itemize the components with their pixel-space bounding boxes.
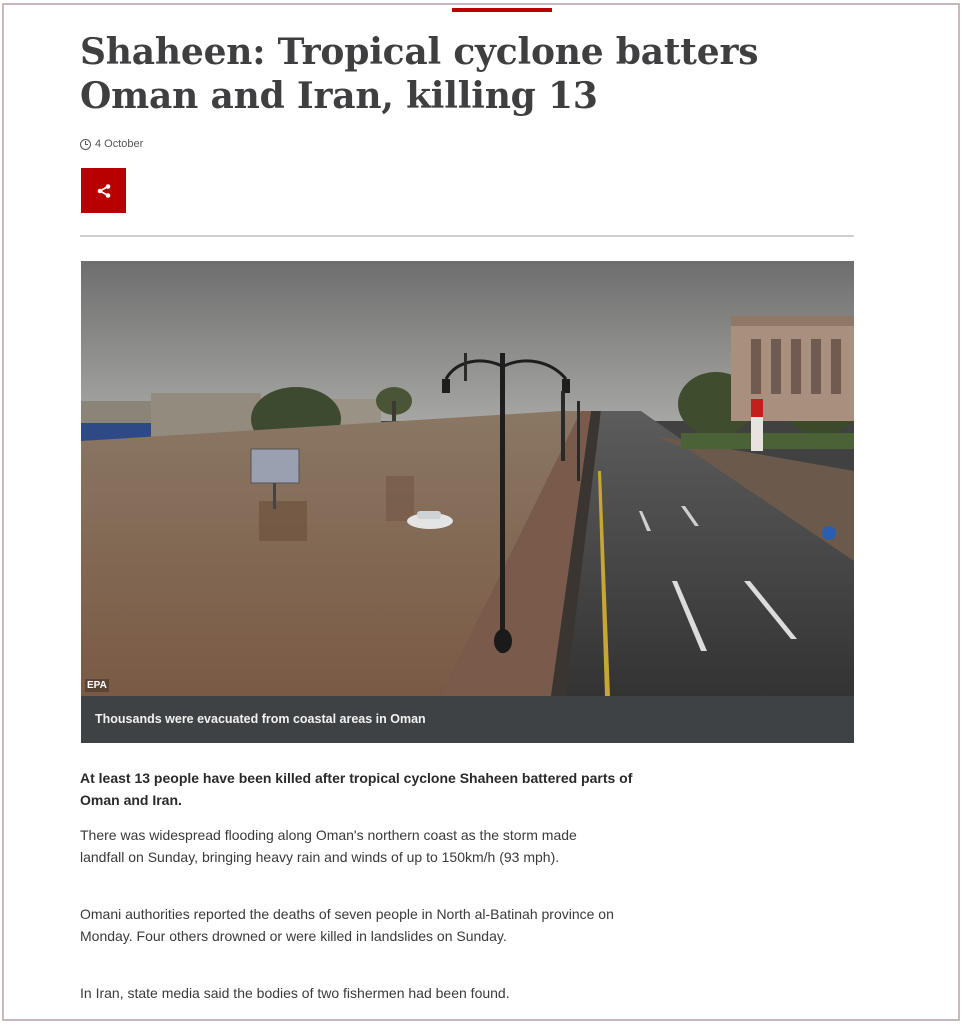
article-intro: At least 13 people have been killed after tropical cyclone Shaheen battered parts of Oman and Iran. (80, 770, 633, 808)
article-meta (80, 137, 143, 151)
share-button[interactable] (81, 168, 126, 213)
article-paragraph: There was widespread flooding along Oman's northern coast as the storm made landfall on Sunday, bringing heavy rain and winds of up to 150km/h (93 mph). (80, 827, 577, 865)
header-divider (80, 235, 854, 237)
nav-active-indicator (452, 8, 552, 12)
share-icon (96, 183, 112, 199)
article-figure (81, 261, 854, 743)
flood-photo (81, 261, 854, 696)
article-headline: Shaheen: Tropical cyclone batters Oman and Iran, killing 13 (80, 31, 759, 117)
photo-credit: EPA (87, 680, 107, 691)
photo-caption: Thousands were evacuated from coastal areas in Oman (81, 696, 854, 743)
article-paragraph: Omani authorities reported the deaths of seven people in North al-Batinah province on Monday. Four others drowned or were killed in landslides on Sunday. (80, 906, 614, 944)
article-paragraph: In Iran, state media said the bodies of two fishermen had been found. (80, 985, 510, 1001)
article-date: 4 October (95, 138, 144, 150)
clock-icon (80, 139, 91, 150)
